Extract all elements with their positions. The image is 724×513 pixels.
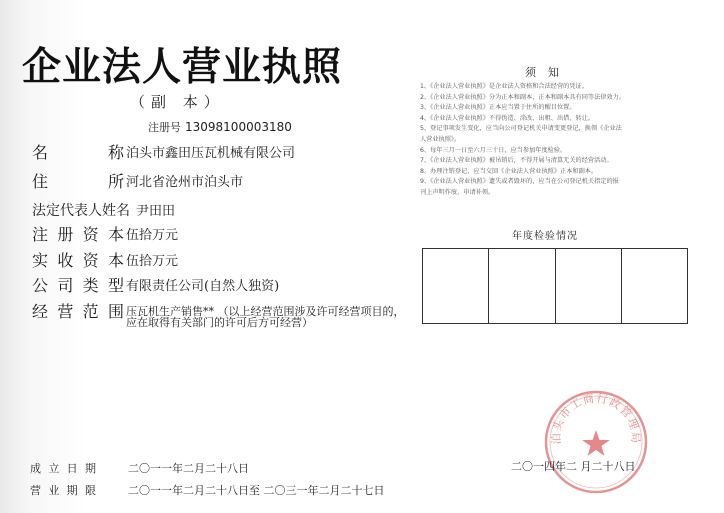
- annual-inspection-title: 年度检验情况: [512, 231, 578, 242]
- field-value: 压瓦机生产销售** （以上经营范围涉及许可经营项目的，: [126, 305, 405, 318]
- field-label: 经营范围: [32, 302, 124, 321]
- note-item: 4、《企业法人营业执照》不得伪造、涂改、出租、出借、转让。: [420, 114, 595, 122]
- reg-value: 13098100003180: [185, 120, 292, 134]
- field-value: 有限责任公司(自然人独资): [126, 279, 280, 294]
- field-value: 泊头市鑫田压瓦机械有限公司: [126, 146, 296, 161]
- note-item: 2、《企业法人营业执照》分为正本和副本，正本和副本具有同等法律效力。: [420, 93, 626, 101]
- note-item: 6、每年三月一日至六月三十日，应当参加年度检验。: [420, 146, 567, 154]
- inspection-cell: [622, 249, 687, 323]
- copy-type: （副 本）: [130, 93, 225, 111]
- business-scope-line2: 应在取得有关部门的许可后方可经营）: [126, 316, 313, 329]
- date-established: [0, 460, 400, 480]
- field-value: 河北省沧州市泊头市: [126, 175, 244, 190]
- field-legal-rep: [0, 198, 400, 222]
- inspection-cell: [489, 249, 555, 323]
- note-item: 刊上声明作废，申请补领。: [420, 188, 495, 196]
- date-term: [0, 482, 400, 502]
- field-name: [0, 140, 400, 164]
- field-label: 公司类型: [32, 276, 124, 295]
- notes-list: [420, 82, 690, 199]
- note-item: 7、《企业法人营业执照》被吊销后，不得开展与清算无关的经营活动。: [420, 157, 613, 165]
- date-value: 二〇一一年二月二十八日: [128, 462, 249, 475]
- field-label: 名称: [32, 143, 124, 162]
- field-value: 伍拾万元: [126, 254, 179, 269]
- date-value: 二〇一一年二月二十八日至 二〇三一年二月二十七日: [128, 484, 385, 497]
- field-paid-capital: [0, 248, 400, 272]
- field-value: 伍拾万元: [126, 228, 179, 243]
- note-item: 8、办理注销登记，应当交回《企业法人营业执照》正本和副本。: [420, 167, 598, 175]
- registration-number: [148, 119, 292, 135]
- field-registered-capital: [0, 222, 400, 246]
- issue-date: 二〇一四年二 月二十八日: [511, 460, 636, 473]
- notes-title: 须知: [525, 66, 571, 79]
- inspection-cell: [423, 249, 489, 323]
- field-label: 注册资本: [32, 225, 124, 244]
- field-address: [0, 169, 400, 193]
- reg-label: 注册号: [148, 121, 181, 134]
- note-item: 5、登记事项发生变化，应当向公司登记机关申请变更登记，换领《企业法: [420, 125, 622, 133]
- field-value: 尹田田: [136, 204, 176, 219]
- note-item: 人营业执照》。: [420, 135, 461, 143]
- stamp-text: 泊头市工商行政管理局: [549, 391, 643, 445]
- date-label: 成立日期: [30, 462, 96, 475]
- official-seal-stamp: [542, 388, 650, 496]
- field-company-type: [0, 273, 400, 297]
- field-label: 法定代表人姓名: [32, 203, 130, 219]
- license-title: 企业法人营业执照: [22, 45, 343, 90]
- note-item: 1、《企业法人营业执照》是企业法人资格和合法经营的凭证。: [420, 83, 588, 90]
- field-label: 住所: [32, 172, 124, 191]
- note-item: 3、《企业法人营业执照》正本应当置于住所的醒目位置。: [420, 104, 576, 112]
- note-item: 9、《企业法人营业执照》遗失或者毁坏的，应当在公司登记机关指定的报: [420, 178, 619, 186]
- star-icon: [582, 430, 610, 456]
- annual-inspection-grid: [422, 248, 688, 324]
- date-label: 营业期限: [30, 484, 96, 497]
- field-label: 实收资本: [32, 251, 124, 270]
- inspection-cell: [556, 249, 622, 323]
